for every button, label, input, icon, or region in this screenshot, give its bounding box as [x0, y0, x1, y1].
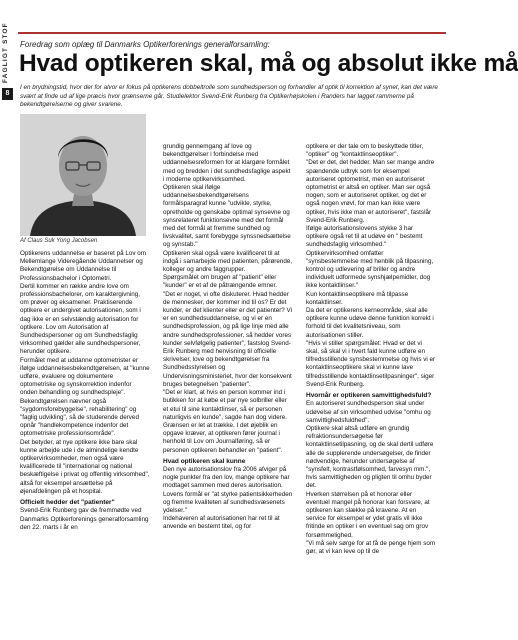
- paragraph: optikere er der tale om to beskyttede titler, "optiker" og "kontaktlinseoptiker".: [306, 143, 424, 159]
- paragraph: Optikeren skal ifølge uddannelsesbekendtgørelsens formålsparagraf kunne "udvikle, styrke, opretholde og genskabe optimal synsevne og synsrelateret funktionsevne med det formål med det formål at fremme sundhed og livskvalitet, samt forebygge synssnedsættelse og synstab.": [163, 184, 291, 249]
- paragraph: Dertil kommer en række andre love om professionsbachelorer, om karaktergivning, om prøver og eksamener. Praktiserende optikere er undergivet autorisationen, som i dag ikke er en selvstændig autorisation for optikere. Lov om Autorisation af Sundhedspersoner og om Sundhedsfaglig virksomhed gælder alle sundhedspersoner, herunder optikere.: [20, 282, 141, 356]
- paragraph: Svend-Erik Runberg gav de fremmødte ved Danmarks Optikerforenings generalforsamling den 22. marts i år en: [20, 507, 149, 531]
- paragraph: Bekendtgørelsen nævner også "sygdomsforebyggelse", rehabilitering" og "faglig udvikling", så de studerende derved opnår "handlekompetence indenfor det optometriske professionsområde".: [20, 397, 139, 438]
- paragraph: Da det er optikerens kerneområde, skal alle optikere kunne udøve denne funktion korrekt i forhold til det kvalitetsniveau, som autorisationen stiller.: [306, 307, 434, 339]
- paragraph: Spørgsmålet om brugen af "patient" eller "kunder" er et af de påtrængende emner.: [163, 274, 278, 290]
- side-bar: [0, 0, 14, 640]
- headline: Hvad optikeren skal, må og absolut ikke må: [19, 50, 518, 77]
- article-column-1: [20, 250, 150, 532]
- subheading: Officielt hedder det "patienter": [20, 499, 115, 507]
- paragraph: Ifølge autorisationslovens stykke 3 har optikere også ret til at udøve en " bestemt sundhedsfaglig virksomhed.": [306, 225, 423, 249]
- paragraph: Optikeren skal også være kvalificeret til at indgå i samarbejde med patienten, pårørende, kolleger og andre faggrupper.: [163, 249, 293, 274]
- photo-caption: Af Claus Suk Yong Jacobsen: [20, 238, 98, 244]
- paragraph: Hverken størrelsen på et honorar eller eventuel mangel på honorar kan forsvare, at optikeren kan slække på kravene. At en service for eksempel er ydet gratis vil ikke fritinde en optiker i en eventuel sag om grov forsømmelighed.: [306, 490, 430, 539]
- paragraph: Indehaveren af autorisationen har ret til at anvende en bestemt titel, og for: [163, 515, 280, 531]
- page-number: 8: [2, 88, 13, 100]
- subheading: Hvad optikeren skal kunne: [163, 457, 246, 465]
- paragraph: "Det er noget, vi ofte diskuterer. Hvad hedder de mennesker, der kommer ind til os? Er det kunder, er det klienter eller er det patienter? Vi er en sundhedsuddannelse, og vi er en sundhedsprofession, og på lige linje med alle andre sundhedsprofessioner, så hedder vores kunder selvfølgelig patienter", fastslog Svend-Erik Runberg med henvisning til officielle skrivelser, love og bekendtgørelser fra Sundhedsstyrelsen og Undervisningsministeriet, hvor der konsekvent bruges betegnelsen "patienter".: [163, 290, 293, 388]
- subheading: Hvornår er optikeren samvittighedsfuld?: [306, 392, 432, 400]
- paragraph: grundig gennemgang af love og bekendtgørelser i forbindelse med uddannelsesreformen for at klargøre formålet med og bredden i det sundhedsfaglige aspekt i moderne optikervirksomhed.: [163, 143, 291, 183]
- section-label: FAGLIGT STOF: [2, 22, 9, 84]
- lead-paragraph: I en brydningstid, hvor der for alvor er fokus på optikerens dobbeltrolle som sundhedsperson og forhandler af optik til korrektion af synet, kan det være svært at finde ud af lige præcis hvor grænserne går. Studielektor Svend-Erik Runberg fra Optikerhøjskolen i Randers har lagget rammerne på bekendtgørelserne og giver svarene.: [20, 84, 438, 109]
- paragraph: Optikerens uddannelse er baseret på Lov om Mellemlange Videregående Uddannelser og Bekendtgørelse om Uddannelse til Professionsbachelor i Optometri.: [20, 250, 147, 282]
- header-rule: [18, 32, 446, 34]
- paragraph: "Det er det, det hedder. Man ser mange andre spændende udtryk som for eksempel autoriseret optometrist, men en autoriseret optometrist er altså en optiker. Man ser også nogen, som er autoriseret optiker, og det er også nogen vrøvl, for man kan ikke være optiker, hvis ikke man er autoriseret", fastslår Svend-Erik Runberg.: [306, 159, 435, 224]
- kicker: Foredrag som oplæg til Danmarks Optikerforenings generalforsamling:: [20, 40, 270, 49]
- paragraph: En autoriseret sundhedsperson skal under udøvelse af sin virksomhed udvise "omhu og samvittighedsfuldhed".: [306, 400, 431, 424]
- article-column-2: [163, 143, 293, 532]
- paragraph: "Vi må selv sørge for at få de penge hjem som gør, at vi kan leve op til de: [306, 539, 436, 555]
- paragraph: Kun kontaktlinseoptikere må tilpasse kontaktlinser.: [306, 290, 409, 306]
- portrait-photo: [20, 114, 146, 236]
- paragraph: "Hvis vi stiller spørgsmålet: Hvad er det vi skal, så skal vi i hvert fald kunne udføre en tilfredsstillende synsbestemmelse og hvis vi er kontaktlinseoptikere skal vi kunne lave tilfredsstillende kontaktlinsetilpasninger", siger Svend-Erik Runberg.: [306, 339, 436, 388]
- article-column-3: [306, 143, 436, 556]
- paragraph: Den nye autorisationslov fra 2006 afviger på nogle punkter fra den lov, mange optikere har modtaget sammen med deres autorisation. Lovens formål er "at styrke patientsikkerheden og fremme kvaliteten af sundhedsvæsenets ydelser.": [163, 465, 293, 514]
- paragraph: Optikervirksomhed omfatter "synsbestemmelse med henblik på tilpasning, kontrol og udlevering af briller og andre individuelt udformede synshjælpemidler, dog ikke kontaktlinser.": [306, 249, 434, 290]
- paragraph: Det betyder, at nye optikere ikke bare skal kunne arbejde ude i de almindelige kendte optikervirksomheder, men også være kvalificerede til "international og national beskæftigelse i privat og offentlig virksomhed", altså for eksempel ansættelse på øjenafdelingen på et hospital.: [20, 438, 150, 495]
- paragraph: Optikere skal altså udføre en grundig refraktionsundersøgelse før kontaktlinsetilpasning, og de skal dertil udføre alle de supplerende undersøgelser, de finder nødvendige, herunder undersøgelse af "synsfelt, kontrastfølsomhed, farvesyn mm.", hvis samvittigheden og pligten til omhu byder det.: [306, 424, 434, 490]
- paragraph: "Det er klart, at hvis en person kommer ind i butikken for at købe et par nye solbriller eller et etui til sine kontaktlinser, så er personen naturligvis en kunde", sagde han dog videre. Grænsen er let at trække. I det øjeblik en opgave kræver, at optikeren fører journal i henhold til Lov om Journalføring, så er personen optikeren behandler en "patient".: [163, 389, 288, 454]
- paragraph: Formålet med at uddanne optometrister er ifølge uddannelsesbekendtgørelsen, at "kunne udføre, evaluere og dokumentere optometriske og synskorrektion indenfor onden behandling og sundhedspleje".: [20, 356, 150, 397]
